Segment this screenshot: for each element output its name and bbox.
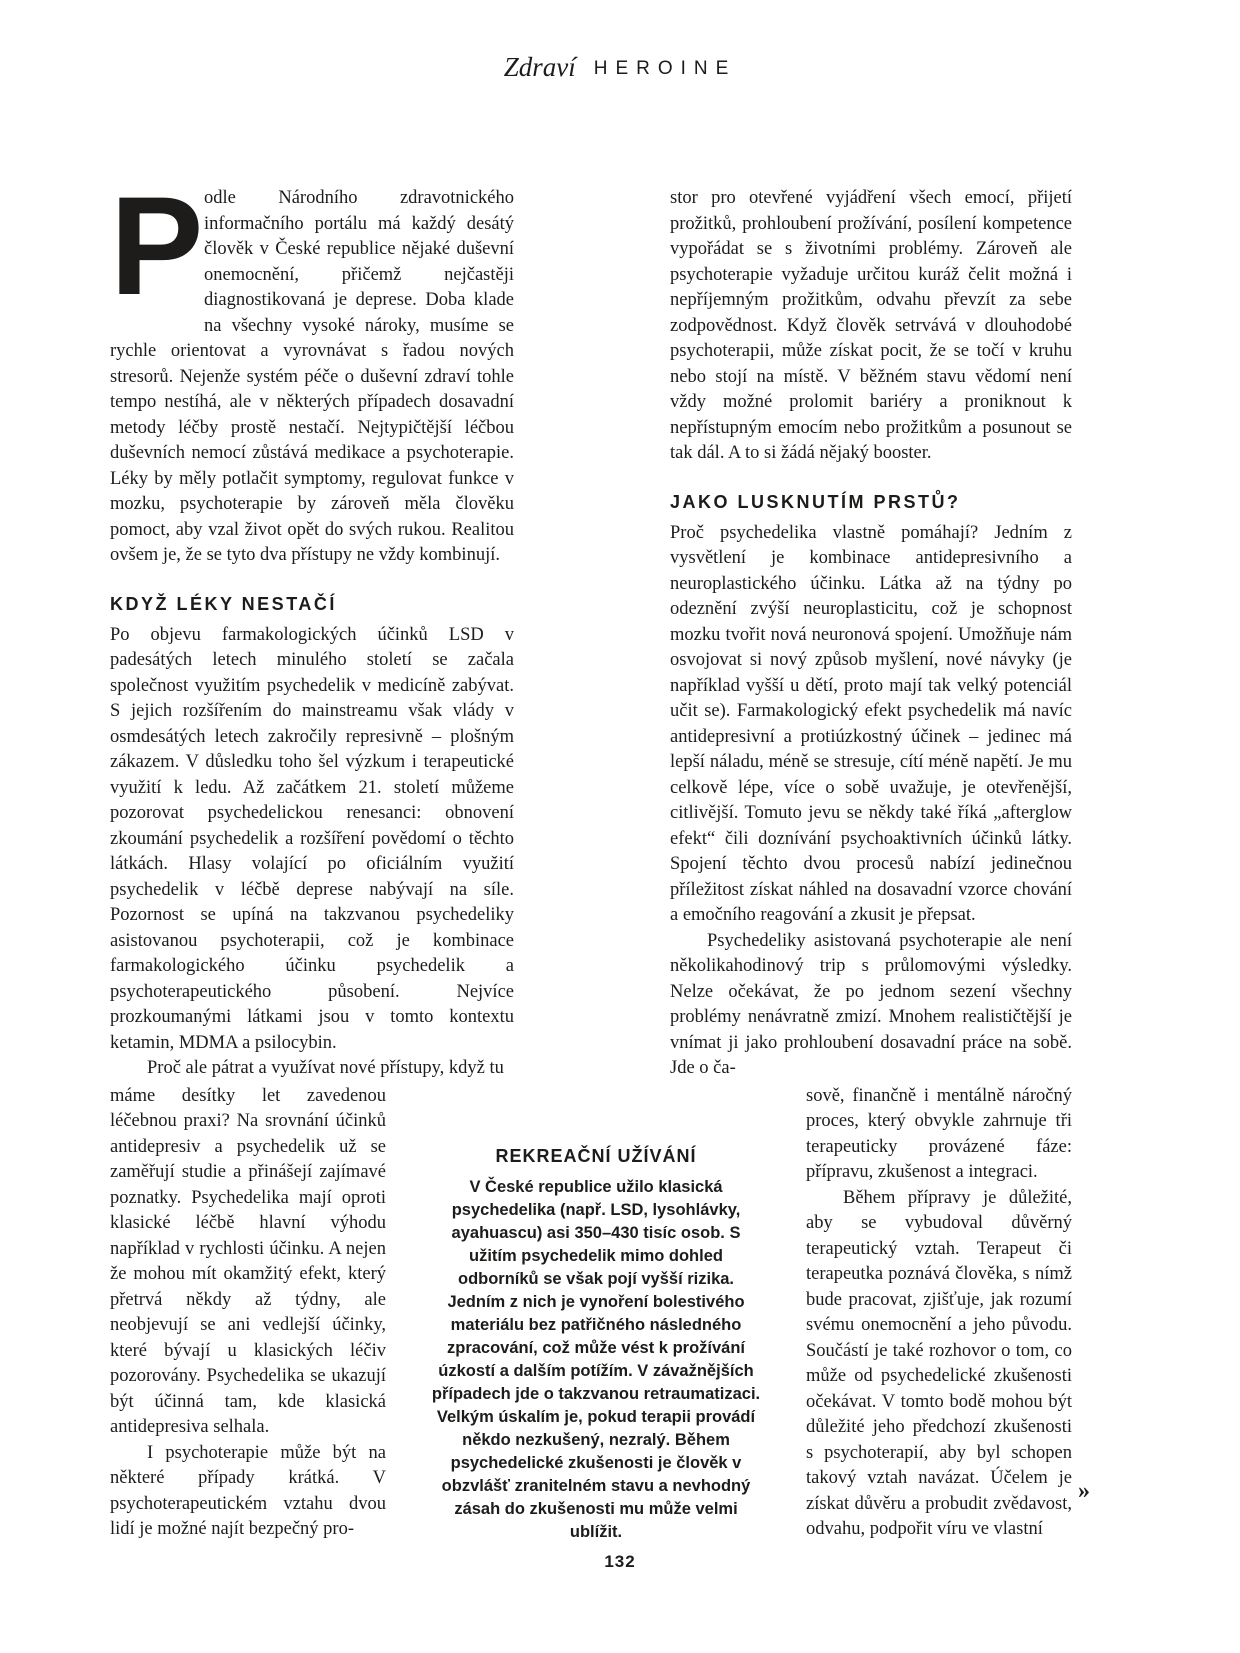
paragraph-assisted-therapy-start: Psychedeliky asistovaná psychoterapie ale není několikahodinový trip s průlomovými výsledky. Nelze očekávat, že po jednom sezení všechny problémy nenávratně zmizí. Mnohem realističtější je vnímat ji jako prohloubení dosavadní práce na sobě. Jde o ča-	[670, 930, 1072, 1078]
paragraph-why-psychedelics-help: Proč psychedelika vlastně pomáhají? Jedním z vysvětlení je kombinace antidepresivního a neuroplastického účinku. Látka až na týdny po odeznění zvýší neuroplasticitu, což je schopnost mozku tvořit nová neuronová spojení. Umožňuje nám osvojovat si nový způsob myšlení, nové návyky (je například vyšší u dětí, proto mají tak velký potenciál učit se). Farmakologický efekt psychedelik má navíc antidepresivní a protiúzkostný účinek – jedinec má lepší náladu, méně se stresuje, cítí méně napětí. Je mu celkově lépe, více o sobě uvažuje, je otevřenější, citlivější. Tomuto jevu se někdy také říká „afterglow efekt“ čili doznívání psychoaktivních účinků látky. Spojení těchto dvou procesů nabízí jedinečnou příležitost získat náhled na dosavadní vzorce chování a emočního reagování a zkusit je přepsat.	[670, 522, 1072, 925]
left-narrow-wrap	[110, 1084, 386, 1543]
right-narrow-wrap	[806, 1084, 1072, 1543]
opening-paragraph-holder	[110, 167, 514, 569]
paragraph-assisted-therapy-rest: sově, finančně i mentálně náročný proces, který obvykle zahrnuje tři terapeuticky provázené fáze: přípravu, zkušenost a integraci.	[806, 1085, 1072, 1182]
continuation-arrow: »	[1078, 1478, 1090, 1504]
paragraph-why-new-approaches-rest: máme desítky let zavedenou léčebnou praxi? Na srovnání účinků antidepresiv a psychedelik už se zaměřují studie a přinášejí zajímavé poznatky. Psychedelika mají oproti klasické léčbě hlavní výhodu například v rychlosti účinku. A nejen že mohou mít okamžitý efekt, který přetrvá někdy až týdny, ale neobjevují se ani vedlejší účinky, které bývají u klasických léčiv pozorovány. Psychedelika se ukazují být účinná tam, kde klasická antidepresiva selhala.	[110, 1085, 386, 1437]
callout-body: V České republice užilo klasická psychedelika (např. LSD, lysohlávky, ayahuascu) asi 350–430 tisíc osob. S užitím psychedelik mimo dohled odborníků se však pojí vyšší rizika. Jedním z nich je vynoření bolestivého materiálu bez patřičného následného zpracování, což může vést k prožívání úzkostí a dalším potížím. V závažnějších případech jde o takzvanou retraumatizaci. Velkým úskalím je, pokud terapii provádí někdo nezkušený, nezralý. Během psychedelické zkušenosti je člověk v obzvlášť zranitelném stavu a nevhodný zásah do zkušenosti mu může velmi ublížit.	[431, 1178, 761, 1541]
right-column	[670, 186, 1072, 1543]
paragraph-safe-space: stor pro otevřené vyjádření všech emocí, přijetí prožitků, prohloubení prožívání, posílení kompetence vypořádat se s životními problémy. Zároveň ale psychoterapie vyžaduje určitou kuráž čelit možná i nepříjemným prožitkům, odvahu převzít za sebe zodpovědnost. Když člověk setrvává v dlouhodobé psychoterapii, může získat pocit, že se točí v kruhu nebo stojí na místě. V běžném stavu vědomí není vždy možné prolomit bariéry a proniknout k nepřístupným emocím nebo prožitkům a posunout se tak dál. A to si žádá nějaký booster.	[670, 188, 1072, 463]
paragraph-why-new-approaches-start: Proč ale pátrat a využívat nové přístupy, když tu	[147, 1058, 504, 1078]
paragraph-lsd-history: Po objevu farmakologických účinků LSD v padesátých letech minulého století se začala společnost využitím psychedelik v medicíně zabývat. S jejich rozšířením do mainstreamu však vlády v osmdesátých letech zakročily represivně – plošným zákazem. V důsledku toho šel výzkum i terapeutické využití k ledu. Až začátkem 21. století můžeme pozorovat psychedelickou renesanci: obnovení zkoumání psychedelik a rozšíření povědomí o těchto látkách. Hlasy volající po oficiálním využití psychedelik v léčbě deprese nabývají na síle. Pozornost se upíná na takzvanou psychedeliky asistovanou psychoterapii, což je kombinace farmakologického účinku psychedelik a psychoterapeutického působení. Nejvíce prozkoumanými látkami jsou v tomto kontextu ketamin, MDMA a psilocybin.	[110, 624, 514, 1053]
heading-snap-of-fingers: JAKO LUSKNUTÍM PRSTŮ?	[670, 491, 961, 512]
callout-title: REKREAČNÍ UŽÍVÁNÍ	[495, 1146, 697, 1166]
section-name: Zdraví	[503, 52, 576, 82]
magazine-title: HEROINE	[593, 58, 737, 79]
masthead	[0, 52, 1240, 83]
drop-cap: P	[110, 167, 204, 324]
paragraph-preparation-phase: Během přípravy je důležité, aby se vybudoval důvěrný terapeutický vztah. Terapeut či terapeutka poznává člověka, s nímž bude pracovat, zjišťuje, jak rozumí svému onemocnění a jeho původu. Součástí je také rozhovor o tom, co může od psychedelické zkušenosti očekávat. V tomto bodě mohou být důležité jeho předchozí zkušenosti s psychoterapií, aby byl schopen takový vztah navázat. Účelem je získat důvěru a probudit zvědavost, odvahu, podpořit víru ve vlastní	[806, 1187, 1072, 1539]
paragraph-intro-text: odle Národního zdravotnického informačního portálu má každý desátý člověk v České republice nějaké duševní onemocnění, přičemž nejčastěji diagnostikovaná je deprese. Doba klade na všechny vysoké nároky, musíme se rychle orientovat a vyrovnávat s řadou nových stresorů. Nejenže systém péče o duševní zdraví tohle tempo nestíhá, ale v některých případech dosavadní metody léčby prostě nestačí. Nejtypičtější léčbou duševních nemocí zůstává medikace a psychoterapie. Léky by měly potlačit symptomy, regulovat funkce v mozku, psychoterapie by zároveň měla člověku pomoct, aby vzal život opět do svých rukou. Realitou ovšem je, že se tyto dva přístupy ne vždy kombinují.	[110, 188, 514, 565]
paragraph-psychotherapy-short: I psychoterapie může být na některé případy krátká. V psychoterapeutickém vztahu dvou lidí je možné najít bezpečný pro-	[110, 1442, 386, 1539]
heading-when-drugs-fail: KDYŽ LÉKY NESTAČÍ	[110, 593, 337, 614]
page-number: 132	[604, 1552, 636, 1571]
